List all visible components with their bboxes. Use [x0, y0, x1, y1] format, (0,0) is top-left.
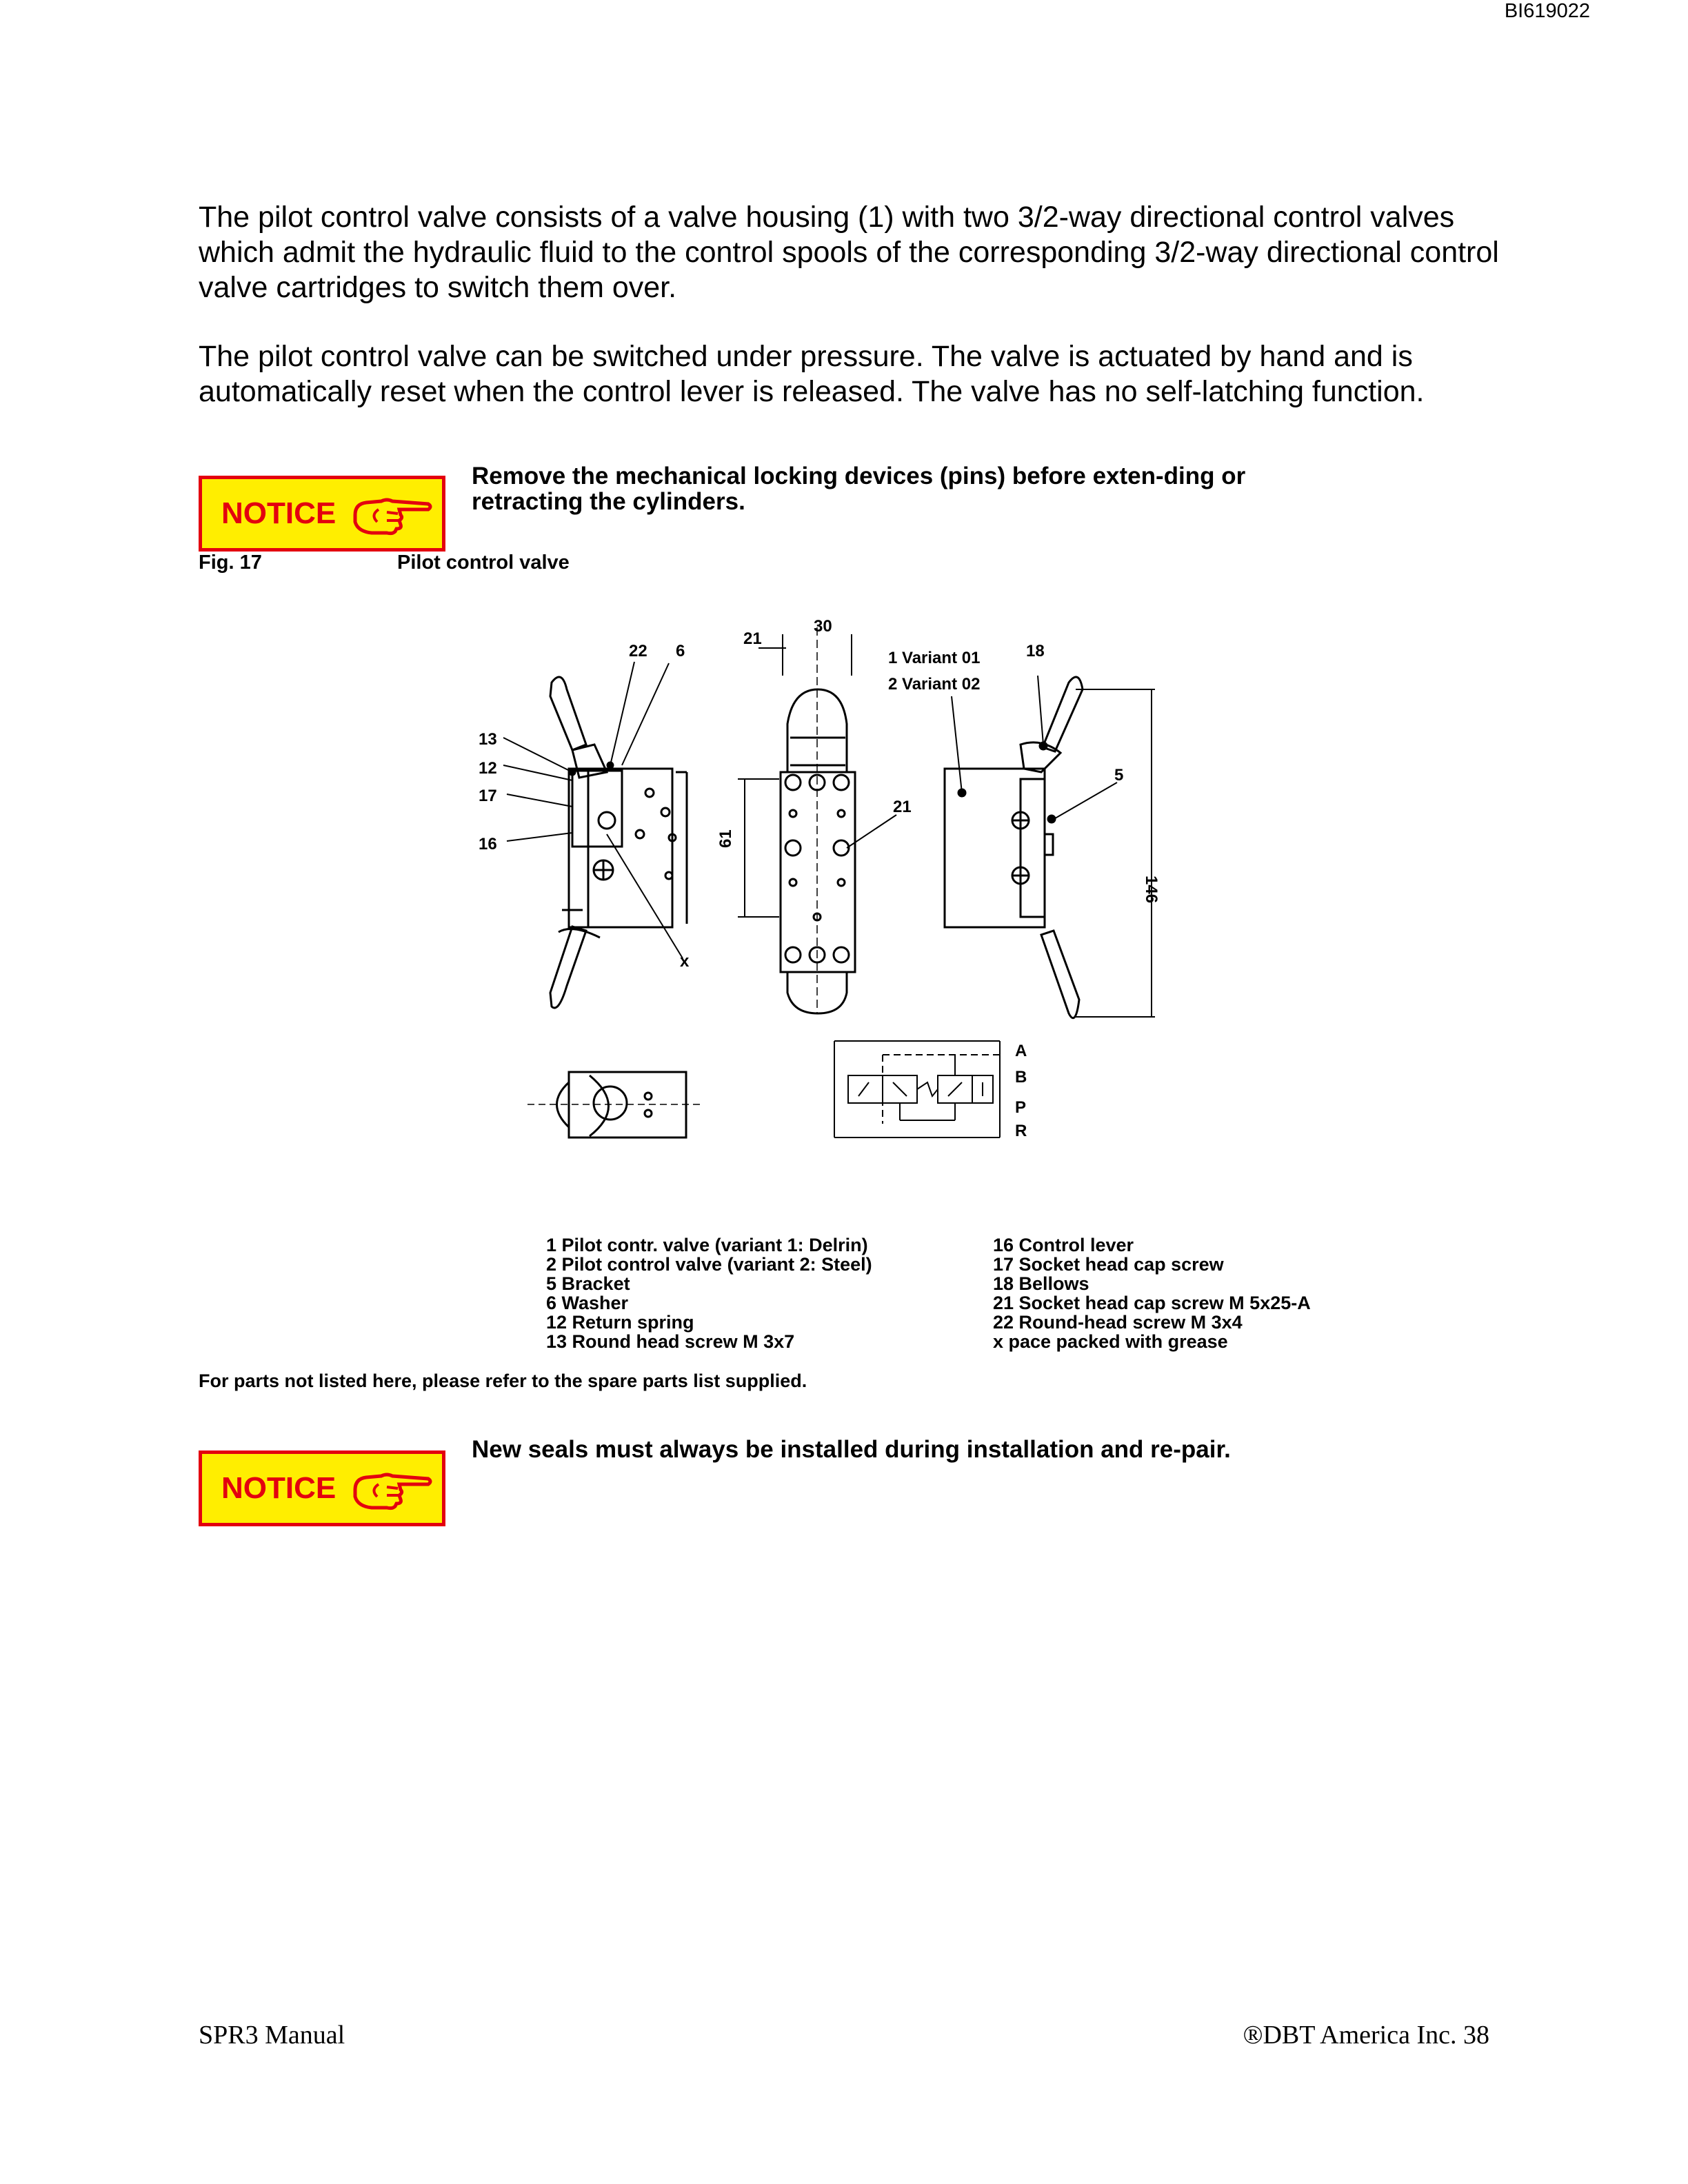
figure-label-12: 12 — [479, 759, 497, 778]
legend-item: 6 Washer — [546, 1293, 629, 1313]
figure-label-port-r: R — [1015, 1122, 1027, 1140]
notice-badge — [199, 1450, 445, 1526]
document-id: BI619022 — [1504, 0, 1590, 22]
legend-item: 1 Pilot contr. valve (variant 1: Delrin) — [546, 1235, 868, 1255]
notice-badge — [199, 476, 445, 552]
legend-item: 13 Round head screw M 3x7 — [546, 1331, 795, 1352]
figure-label-18: 18 — [1026, 642, 1045, 660]
figure-label-21a: 21 — [743, 629, 762, 648]
top-view — [528, 1072, 703, 1138]
parts-legend-left — [546, 1235, 872, 1351]
legend-item: 12 Return spring — [546, 1312, 694, 1333]
notice-text-locking-pins: Remove the mechanical locking devices (pins) before exten-ding or retracting the cylinders. — [472, 463, 1246, 515]
spare-parts-note: For parts not listed here, please refer to the spare parts list supplied. — [199, 1371, 807, 1391]
figure-label-x: x — [680, 952, 690, 971]
figure-label-port-a: A — [1015, 1042, 1027, 1060]
legend-item: 16 Control lever — [993, 1235, 1134, 1255]
legend-item: 22 Round-head screw M 3x4 — [993, 1312, 1243, 1333]
side-view-right — [945, 676, 1155, 1018]
legend-item: 18 Bellows — [993, 1273, 1089, 1294]
figure-label-port-b: B — [1015, 1068, 1027, 1086]
pointing-hand-icon — [351, 494, 434, 537]
footer-copyright-page: ®DBT America Inc. 38 — [1243, 2021, 1489, 2050]
figure-label-21b: 21 — [893, 798, 912, 816]
pilot-valve-drawing — [469, 600, 1172, 1151]
figure-caption: Pilot control valve — [397, 552, 570, 574]
parts-legend-right — [993, 1235, 1311, 1351]
figure-label-16: 16 — [479, 835, 497, 853]
figure-label-30: 30 — [814, 617, 832, 636]
legend-item: x pace packed with grease — [993, 1331, 1228, 1352]
operation-paragraph: The pilot control valve can be switched under pressure. The valve is actuated by hand and is automatically reset when the control lever is released. The valve has no self-latching function. — [199, 340, 1425, 408]
hydraulic-schematic — [834, 1041, 1000, 1138]
legend-item: 2 Pilot control valve (variant 2: Steel) — [546, 1254, 872, 1275]
figure-label-17: 17 — [479, 787, 497, 805]
figure-label-146: 146 — [1142, 876, 1160, 904]
figure-label-61: 61 — [716, 829, 735, 848]
notice-label: NOTICE — [221, 1471, 336, 1505]
figure-label-variant-01: 1 Variant 01 — [888, 649, 981, 667]
figure-number: Fig. 17 — [199, 552, 262, 574]
legend-item: 17 Socket head cap screw — [993, 1254, 1224, 1275]
pointing-hand-icon — [351, 1469, 434, 1512]
front-view — [738, 627, 896, 1013]
legend-item: 5 Bracket — [546, 1273, 630, 1294]
legend-item: 21 Socket head cap screw M 5x25-A — [993, 1293, 1311, 1313]
notice-label: NOTICE — [221, 496, 336, 530]
notice-text-seals: New seals must always be installed during installation and re-pair. — [472, 1436, 1231, 1463]
side-view-left — [550, 677, 687, 1008]
figure-label-13: 13 — [479, 730, 497, 749]
figure-label-22: 22 — [629, 642, 647, 660]
figure-label-6: 6 — [676, 642, 685, 660]
figure-label-port-p: P — [1015, 1098, 1027, 1117]
figure-label-variant-02: 2 Variant 02 — [888, 675, 981, 694]
intro-paragraph: The pilot control valve consists of a valve housing (1) with two 3/2-way directional control valves which admit the hydraulic fluid to the control spools of the corresponding 3/2-way directional control valve cartridges to switch them over. — [199, 201, 1499, 304]
figure-label-5: 5 — [1114, 766, 1124, 785]
footer-manual-title: SPR3 Manual — [199, 2021, 345, 2050]
